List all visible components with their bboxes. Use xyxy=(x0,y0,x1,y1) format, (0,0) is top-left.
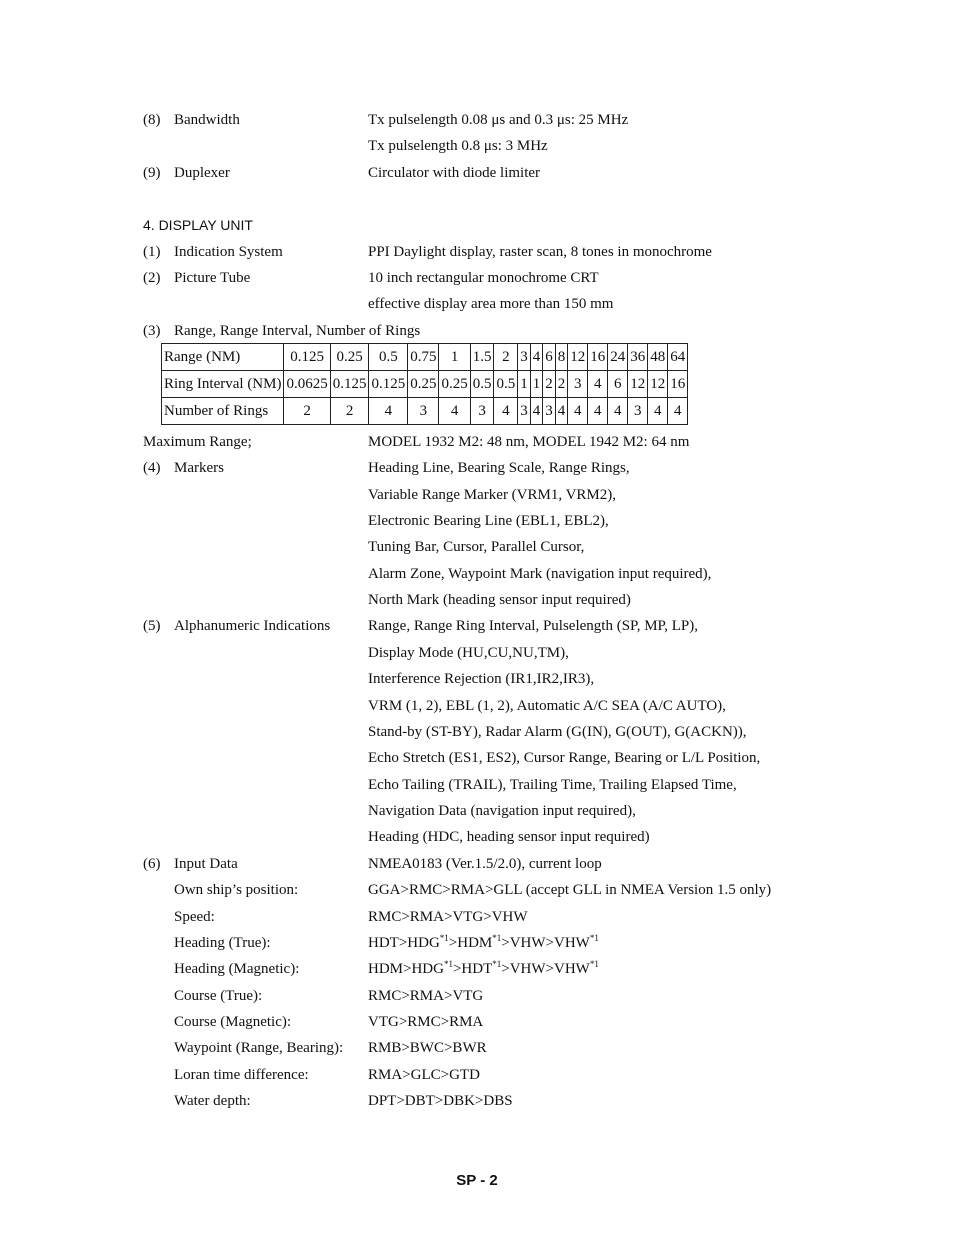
item-label: Own ship’s position: xyxy=(174,882,299,898)
item-label: Course (True): xyxy=(174,988,263,1004)
table-cell: 4 xyxy=(555,398,568,425)
table-cell: 0.125 xyxy=(284,344,330,371)
sentence-text: >HDT xyxy=(452,961,493,977)
item-value: Variable Range Marker (VRM1, VRM2), xyxy=(368,487,617,503)
markers-row xyxy=(0,485,954,505)
item-value: NMEA0183 (Ver.1.5/2.0), current loop xyxy=(368,856,602,872)
item-value: North Mark (heading sensor input required) xyxy=(368,592,631,608)
table-cell: 4 xyxy=(648,398,668,425)
table-cell: 3 xyxy=(470,398,494,425)
item-label: Duplexer xyxy=(174,165,230,181)
input-data-row xyxy=(0,854,954,874)
bandwidth-row-2 xyxy=(0,136,954,156)
item-value: Alarm Zone, Waypoint Mark (navigation input required), xyxy=(368,566,712,582)
range-heading-row xyxy=(0,321,954,341)
row-header: Range (NM) xyxy=(162,344,284,371)
alphanumeric-row xyxy=(0,775,954,795)
table-cell: 0.75 xyxy=(408,344,439,371)
row-header: Ring Interval (NM) xyxy=(162,371,284,398)
markers-row xyxy=(0,590,954,610)
item-value: Electronic Bearing Line (EBL1, EBL2), xyxy=(368,513,609,529)
item-value: Interference Rejection (IR1,IR2,IR3), xyxy=(368,671,595,687)
item-value: Tx pulselength 0.8 μs: 3 MHz xyxy=(368,138,548,154)
table-cell: 4 xyxy=(439,398,470,425)
item-value: effective display area more than 150 mm xyxy=(368,296,614,312)
table-cell: 0.125 xyxy=(330,371,369,398)
bandwidth-row xyxy=(0,110,954,130)
input-data-item xyxy=(0,933,954,953)
sentence-text: >VHW>VHW xyxy=(501,935,590,951)
table-cell: 0.5 xyxy=(470,371,494,398)
table-cell: 2 xyxy=(494,344,518,371)
item-value: Display Mode (HU,CU,NU,TM), xyxy=(368,645,569,661)
item-number: (3) xyxy=(143,323,161,339)
input-data-item xyxy=(0,959,954,979)
sentence-text: >VHW>VHW xyxy=(501,961,590,977)
table-cell: 12 xyxy=(628,371,648,398)
table-cell: 3 xyxy=(543,398,556,425)
table-cell: 12 xyxy=(648,371,668,398)
table-cell: 0.0625 xyxy=(284,371,330,398)
item-number: (1) xyxy=(143,244,161,260)
input-data-item xyxy=(0,1038,954,1058)
table-cell: 3 xyxy=(568,371,588,398)
table-cell: 0.25 xyxy=(439,371,470,398)
indication-row xyxy=(0,242,954,262)
item-value: Range, Range Ring Interval, Pulselength (SP, MP, LP), xyxy=(368,618,698,634)
table-cell: 0.125 xyxy=(369,371,408,398)
table-cell: 3 xyxy=(628,398,648,425)
item-value: Echo Stretch (ES1, ES2), Cursor Range, Bearing or L/L Position, xyxy=(368,750,761,766)
table-cell: 3 xyxy=(408,398,439,425)
alphanumeric-row xyxy=(0,801,954,821)
item-number: (4) xyxy=(143,460,161,476)
alphanumeric-row xyxy=(0,616,954,636)
table-row xyxy=(162,398,688,425)
item-label: Maximum Range; xyxy=(143,434,252,450)
sentence-text: HDM>HDG xyxy=(368,961,444,977)
footnote-mark: *1 xyxy=(439,933,449,943)
max-range-row xyxy=(0,432,954,452)
item-value: Heading Line, Bearing Scale, Range Rings, xyxy=(368,460,630,476)
table-row xyxy=(162,344,688,371)
item-number: (9) xyxy=(143,165,161,181)
table-cell: 4 xyxy=(608,398,628,425)
item-label: Water depth: xyxy=(174,1093,251,1109)
item-value: Tx pulselength 0.08 μs and 0.3 μs: 25 MHz xyxy=(368,112,629,128)
markers-row xyxy=(0,458,954,478)
table-cell: 16 xyxy=(588,344,608,371)
item-value: RMC>RMA>VTG>VHW xyxy=(368,909,528,925)
item-value: Circulator with diode limiter xyxy=(368,165,541,181)
table-cell: 64 xyxy=(668,344,688,371)
table-cell: 6 xyxy=(543,344,556,371)
table-cell: 4 xyxy=(494,398,518,425)
table-cell: 0.5 xyxy=(494,371,518,398)
duplexer-row xyxy=(0,163,954,183)
markers-row xyxy=(0,537,954,557)
item-value: RMA>GLC>GTD xyxy=(368,1067,480,1083)
table-cell: 48 xyxy=(648,344,668,371)
item-value xyxy=(368,959,599,979)
item-number: (2) xyxy=(143,270,161,286)
table-cell: 0.25 xyxy=(330,344,369,371)
item-label: Indication System xyxy=(174,244,283,260)
item-number: (6) xyxy=(143,856,161,872)
item-value: RMB>BWC>BWR xyxy=(368,1040,487,1056)
markers-row xyxy=(0,511,954,531)
input-data-item xyxy=(0,880,954,900)
picture-tube-row xyxy=(0,268,954,288)
item-value: GGA>RMC>RMA>GLL (accept GLL in NMEA Version 1.5 only) xyxy=(368,882,772,898)
item-number: (8) xyxy=(143,112,161,128)
input-data-item xyxy=(0,1012,954,1032)
alphanumeric-row xyxy=(0,722,954,742)
item-label: Bandwidth xyxy=(174,112,240,128)
table-cell: 4 xyxy=(369,398,408,425)
range-table xyxy=(161,343,688,425)
input-data-item xyxy=(0,1065,954,1085)
table-cell: 1 xyxy=(530,371,543,398)
input-data-item xyxy=(0,986,954,1006)
table-cell: 6 xyxy=(608,371,628,398)
item-label: Speed: xyxy=(174,909,215,925)
footnote-mark: *1 xyxy=(492,933,502,943)
item-label: Heading (True): xyxy=(174,935,271,951)
page-number: SP - 2 xyxy=(456,1172,498,1189)
item-value: Stand-by (ST-BY), Radar Alarm (G(IN), G(OUT), G(ACKN)), xyxy=(368,724,747,740)
item-label: Markers xyxy=(174,460,224,476)
table-cell: 4 xyxy=(588,371,608,398)
sentence-text: >HDM xyxy=(448,935,493,951)
item-label: Range, Range Interval, Number of Rings xyxy=(174,323,421,339)
alphanumeric-row xyxy=(0,696,954,716)
table-cell: 3 xyxy=(518,344,531,371)
item-value: MODEL 1932 M2: 48 nm, MODEL 1942 M2: 64 nm xyxy=(368,434,690,450)
input-data-item xyxy=(0,907,954,927)
row-header: Number of Rings xyxy=(162,398,284,425)
item-value: DPT>DBT>DBK>DBS xyxy=(368,1093,513,1109)
table-cell: 12 xyxy=(568,344,588,371)
alphanumeric-row xyxy=(0,748,954,768)
table-cell: 1 xyxy=(439,344,470,371)
table-cell: 0.5 xyxy=(369,344,408,371)
table-cell: 16 xyxy=(668,371,688,398)
table-cell: 8 xyxy=(555,344,568,371)
item-value: PPI Daylight display, raster scan, 8 tones in monochrome xyxy=(368,244,712,260)
table-cell: 1 xyxy=(518,371,531,398)
alphanumeric-row xyxy=(0,669,954,689)
item-label: Input Data xyxy=(174,856,238,872)
item-label: Waypoint (Range, Bearing): xyxy=(174,1040,344,1056)
footnote-mark: *1 xyxy=(589,959,599,969)
item-value: Echo Tailing (TRAIL), Trailing Time, Trailing Elapsed Time, xyxy=(368,777,737,793)
item-value: Tuning Bar, Cursor, Parallel Cursor, xyxy=(368,539,585,555)
sentence-text: HDT>HDG xyxy=(368,935,440,951)
section-heading-row xyxy=(0,215,954,235)
footnote-mark: *1 xyxy=(443,959,453,969)
item-value: 10 inch rectangular monochrome CRT xyxy=(368,270,599,286)
item-label: Heading (Magnetic): xyxy=(174,961,300,977)
alphanumeric-row xyxy=(0,827,954,847)
item-value: VTG>RMC>RMA xyxy=(368,1014,484,1030)
table-cell: 3 xyxy=(518,398,531,425)
table-cell: 2 xyxy=(543,371,556,398)
item-label: Loran time difference: xyxy=(174,1067,309,1083)
item-value: Navigation Data (navigation input required), xyxy=(368,803,636,819)
table-cell: 2 xyxy=(555,371,568,398)
section-title: 4. DISPLAY UNIT xyxy=(143,217,253,233)
footnote-mark: *1 xyxy=(492,959,502,969)
item-label: Picture Tube xyxy=(174,270,251,286)
table-cell: 0.25 xyxy=(408,371,439,398)
alphanumeric-row xyxy=(0,643,954,663)
table-cell: 4 xyxy=(588,398,608,425)
table-cell: 2 xyxy=(284,398,330,425)
table-cell: 36 xyxy=(628,344,648,371)
table-row xyxy=(162,371,688,398)
table-cell: 24 xyxy=(608,344,628,371)
item-value: VRM (1, 2), EBL (1, 2), Automatic A/C SEA (A/C AUTO), xyxy=(368,698,726,714)
table-cell: 4 xyxy=(530,344,543,371)
picture-tube-row-2 xyxy=(0,294,954,314)
item-label: Alphanumeric Indications xyxy=(174,618,331,634)
item-value: RMC>RMA>VTG xyxy=(368,988,484,1004)
item-value: Heading (HDC, heading sensor input required) xyxy=(368,829,650,845)
table-cell: 2 xyxy=(330,398,369,425)
markers-row xyxy=(0,564,954,584)
table-cell: 4 xyxy=(568,398,588,425)
input-data-item xyxy=(0,1091,954,1111)
item-value xyxy=(368,933,599,953)
footnote-mark: *1 xyxy=(589,933,599,943)
item-label: Course (Magnetic): xyxy=(174,1014,292,1030)
table-cell: 1.5 xyxy=(470,344,494,371)
table-cell: 4 xyxy=(530,398,543,425)
item-number: (5) xyxy=(143,618,161,634)
table-cell: 4 xyxy=(668,398,688,425)
